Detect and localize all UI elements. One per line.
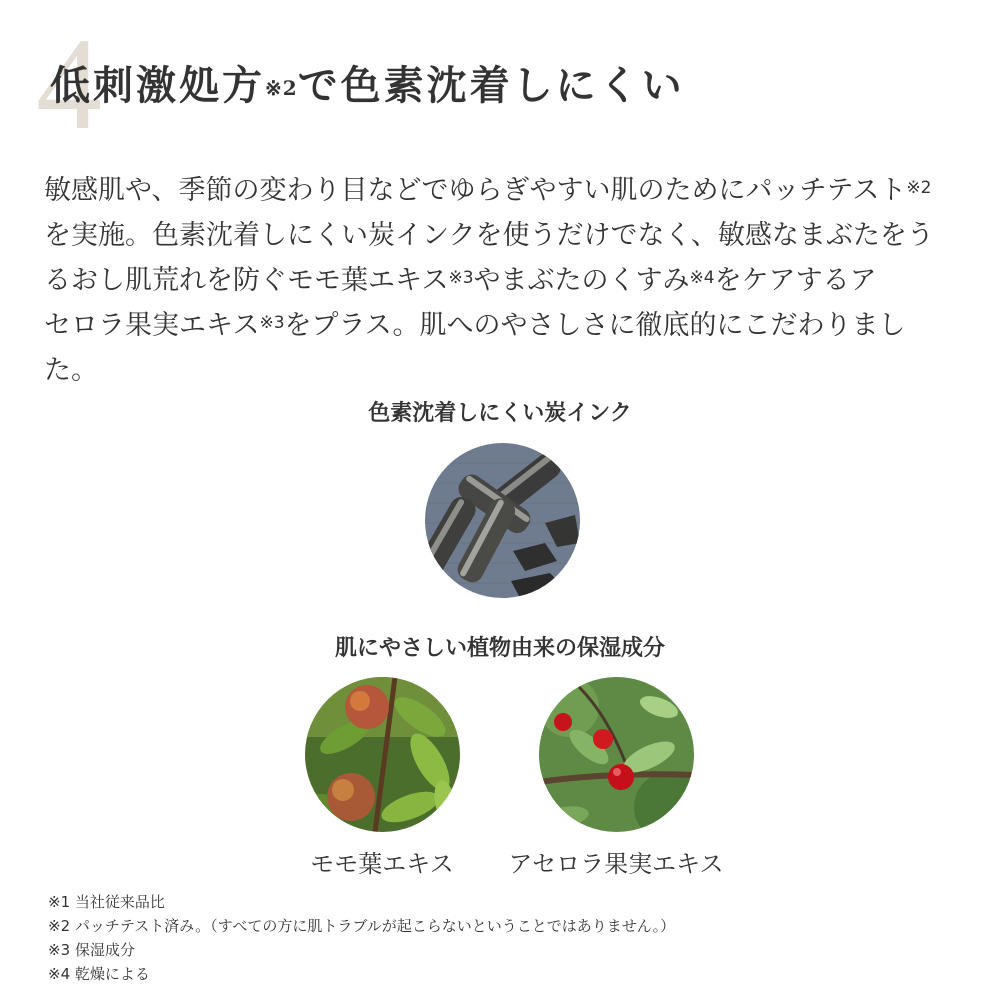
description-line: [44, 213, 974, 258]
footnote-1: ※1 当社従来品比: [48, 893, 165, 911]
section-number: 4: [36, 10, 102, 157]
page-title-main: 低刺激処方: [50, 62, 265, 109]
footnote-3: ※3 保湿成分: [48, 941, 135, 959]
footnote-ref: ※2: [906, 178, 932, 198]
page-title: [50, 58, 685, 114]
description-line: [44, 258, 974, 303]
footnote-ref: ※3: [448, 268, 474, 288]
footnote-2: ※2 パッチテスト済み。（すべての方に肌トラブルが起こらないということではありません。）: [48, 917, 676, 935]
footnote-ref: ※3: [259, 313, 285, 333]
text-segment: を実施。色素沈着しにくい炭インクを使うだけでなく、敏感なまぶたをう: [44, 220, 934, 251]
text-segment: セロラ果実エキス: [44, 310, 260, 341]
plant-ingredients-label: 肌にやさしい植物由来の保湿成分: [334, 636, 665, 661]
description-line: [44, 303, 974, 348]
charcoal-image: [425, 443, 580, 598]
page-title-footnote-ref: ※2: [265, 76, 298, 100]
charcoal-ink-label: 色素沈着しにくい炭インク: [368, 401, 632, 426]
acerola-fruit-extract-label: アセロラ果実エキス: [508, 850, 724, 878]
peach-leaf-extract-label: モモ葉エキス: [310, 850, 454, 878]
footnote-4: ※4 乾燥による: [48, 965, 150, 983]
footnote-ref: ※4: [689, 268, 715, 288]
footnotes: [48, 890, 675, 986]
page-title-rest: で色素沈着しにくい: [297, 62, 685, 109]
peach-image: [305, 677, 460, 832]
description-paragraph: [44, 168, 974, 393]
description-line: [44, 348, 974, 393]
description-line: [44, 168, 974, 213]
text-segment: をケアするア: [714, 265, 877, 296]
text-segment: た。: [44, 355, 98, 386]
text-segment: 敏感肌や、季節の変わり目などでゆらぎやすい肌のためにパッチテスト: [44, 175, 907, 206]
text-segment: やまぶたのくすみ: [473, 265, 690, 296]
text-segment: をプラス。肌へのやさしさに徹底的にこだわりまし: [284, 310, 906, 341]
text-segment: るおし肌荒れを防ぐモモ葉エキス: [44, 265, 449, 296]
acerola-image: [539, 677, 694, 832]
